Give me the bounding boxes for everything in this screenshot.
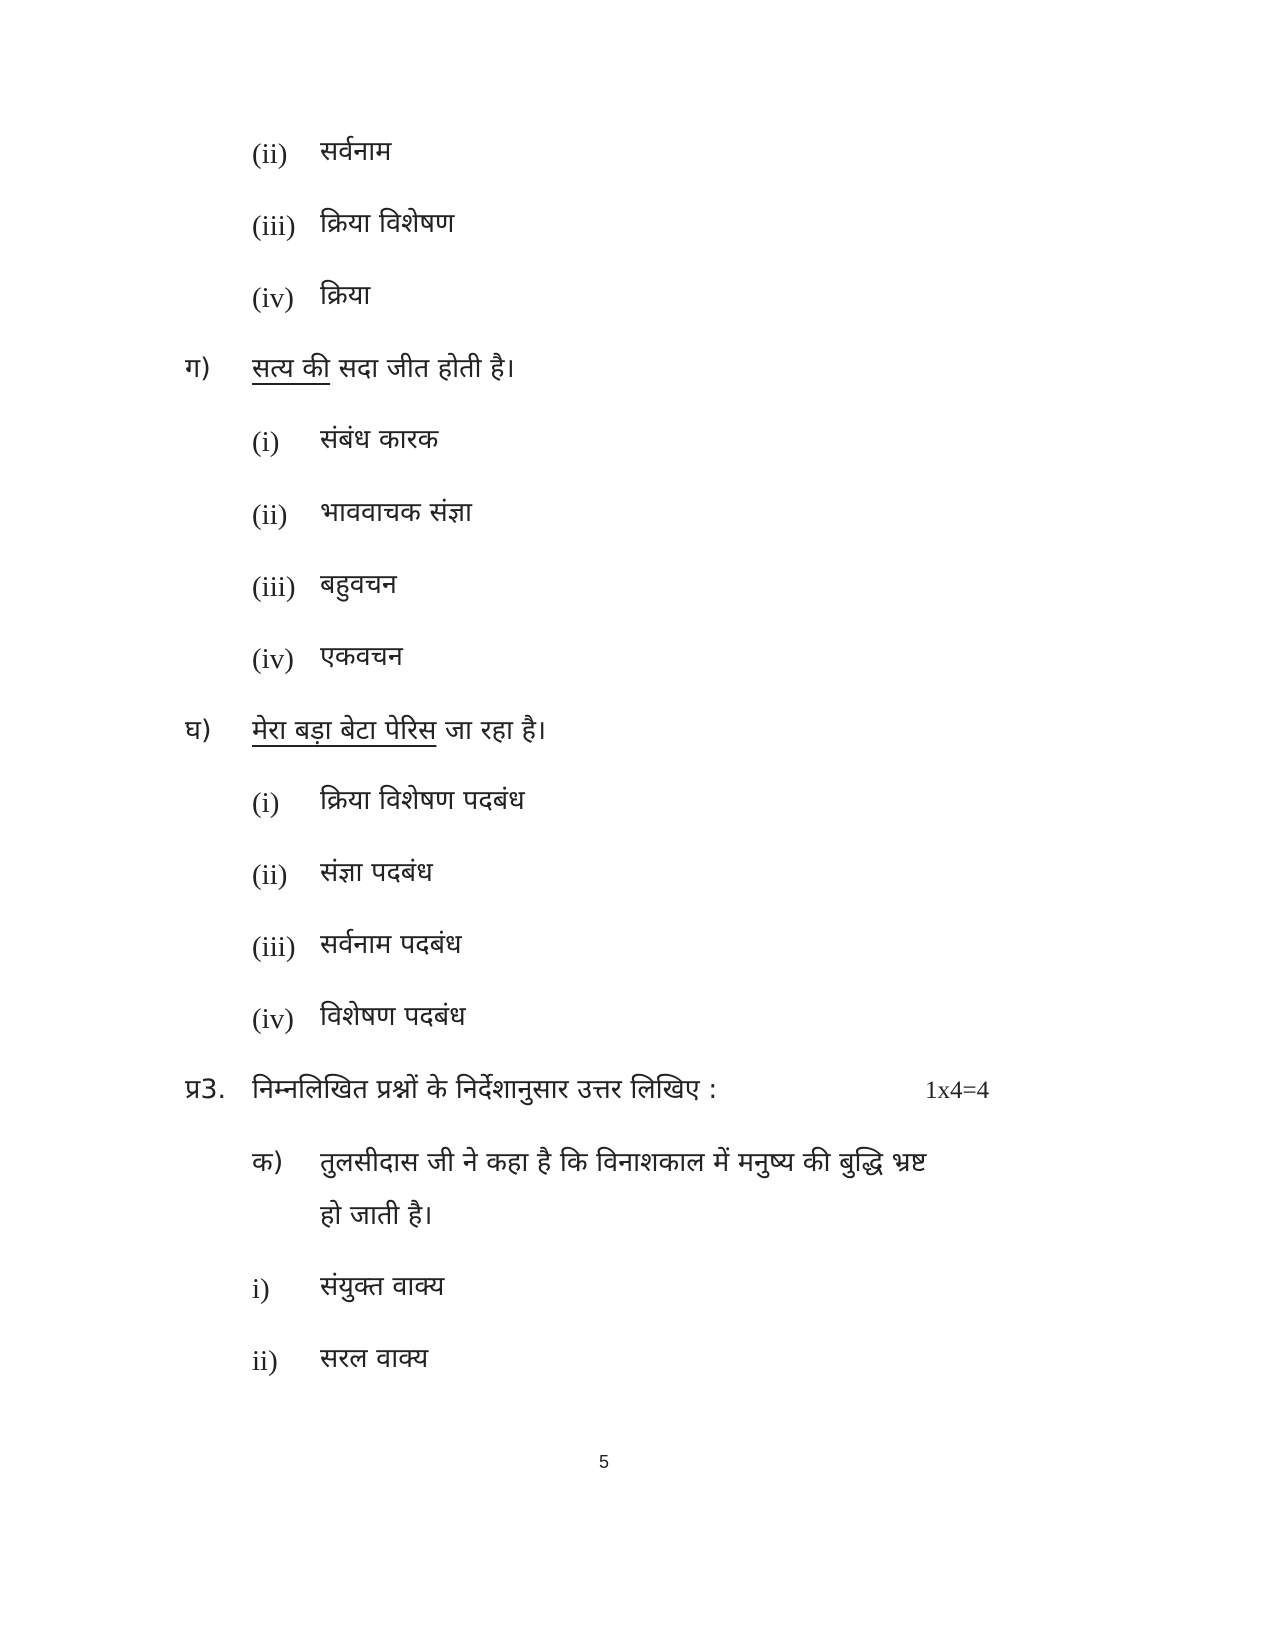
underlined-phrase: मेरा बड़ा बेटा पेरिस bbox=[252, 715, 437, 746]
option-text: संयुक्त वाक्य bbox=[320, 1271, 445, 1302]
option-text: भाववाचक संज्ञा bbox=[320, 497, 473, 528]
option-label: ii) bbox=[252, 1345, 278, 1377]
option-label: i) bbox=[252, 1273, 270, 1305]
option-label: (ii) bbox=[252, 499, 288, 531]
question-label: घ) bbox=[185, 715, 212, 746]
option-label: (iii) bbox=[252, 210, 296, 242]
underlined-phrase: सत्य की bbox=[252, 353, 331, 384]
option-text: संज्ञा पदबंध bbox=[320, 857, 433, 888]
page-number: 5 bbox=[599, 1452, 610, 1472]
question-sentence bbox=[252, 713, 546, 749]
option-text: बहुवचन bbox=[320, 569, 397, 600]
option-text: सर्वनाम पदबंध bbox=[320, 929, 462, 960]
option-text: क्रिया विशेषण पदबंध bbox=[320, 785, 525, 816]
sentence-rest: जा रहा है। bbox=[436, 715, 547, 746]
sub-question-line-2: हो जाती है। bbox=[320, 1200, 433, 1231]
option-text: सरल वाक्य bbox=[320, 1343, 429, 1374]
question-instruction: निम्नलिखित प्रश्नों के निर्देशानुसार उत्तर लिखिए : bbox=[252, 1074, 718, 1105]
option-label: (iv) bbox=[252, 1003, 294, 1035]
option-label: (i) bbox=[252, 787, 280, 819]
option-text: क्रिया bbox=[320, 280, 371, 311]
option-label: (iv) bbox=[252, 282, 294, 314]
option-text: विशेषण पदबंध bbox=[320, 1001, 466, 1032]
option-label: (iii) bbox=[252, 571, 296, 603]
question-sentence bbox=[252, 351, 515, 387]
sub-question-label: क) bbox=[252, 1147, 284, 1178]
option-label: (i) bbox=[252, 426, 280, 458]
option-text: क्रिया विशेषण bbox=[320, 208, 455, 239]
option-text: सर्वनाम bbox=[320, 136, 392, 167]
option-label: (ii) bbox=[252, 859, 288, 891]
question-number: प्र3. bbox=[185, 1074, 227, 1105]
option-text: एकवचन bbox=[320, 641, 403, 672]
option-label: (iv) bbox=[252, 643, 294, 675]
marks-allocation: 1x4=4 bbox=[925, 1077, 990, 1104]
sub-question-line-1: तुलसीदास जी ने कहा है कि विनाशकाल में मनुष्य की बुद्धि भ्रष्ट bbox=[320, 1147, 927, 1178]
option-label: (ii) bbox=[252, 138, 288, 170]
option-label: (iii) bbox=[252, 931, 296, 963]
question-label: ग) bbox=[185, 353, 211, 384]
sentence-rest: सदा जीत होती है। bbox=[330, 353, 515, 384]
option-text: संबंध कारक bbox=[320, 424, 439, 455]
